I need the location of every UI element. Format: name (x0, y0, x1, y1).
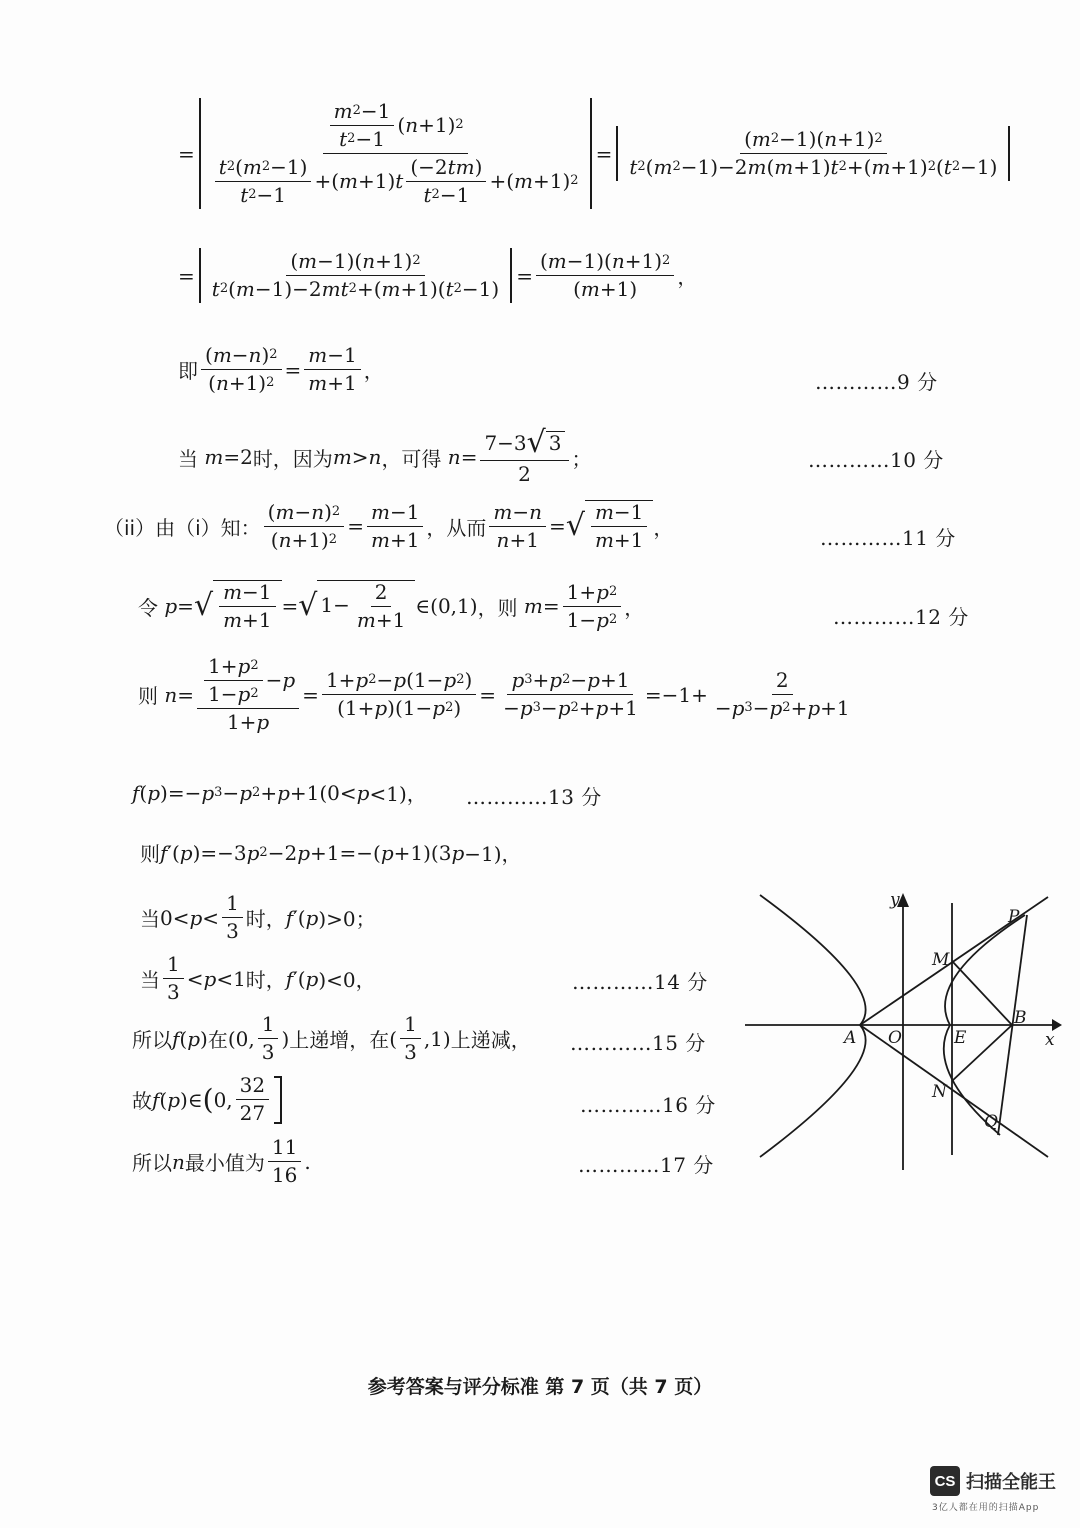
score-10: …………10 分 (808, 448, 944, 472)
line-m-b (952, 961, 1012, 1025)
eq-line-4: 当 m =2 时，因为 m > n ，可得 n = 7−3 √ 3 2 ； (178, 425, 592, 486)
hyperbola-left-branch (760, 895, 866, 1157)
eq-line-13: 故 f ( p )∈ ( 0, $\frac{32}{27}$ (132, 1074, 282, 1125)
label-p: P (1008, 907, 1020, 927)
score-16: …………16 分 (580, 1093, 716, 1117)
eq-line-2: = ( m −1)( n +1) 2 t 2 ( m −1)−2 mt 2 +( m +1)( t 2 −1) = ( m −1)( n +1) 2 ( m +1) ， (178, 249, 698, 301)
score-9: …………9 分 (815, 370, 938, 394)
logo-badge: CS (930, 1466, 960, 1496)
eq-line-3: 即 ( m − n ) 2 ( n +1) 2 = m −1 m +1 ， (178, 343, 384, 395)
eq-line-9: 则 f ′( p )=−3 p 2 −2 p +1=−( p +1)(3 p −1)， (140, 840, 522, 866)
label-m: M (932, 950, 950, 970)
eq-line-8: f ( p )=− p 3 − p 2 + p +1(0< p <1)， (132, 780, 427, 806)
camscanner-logo (930, 1466, 1065, 1516)
score-12: …………12 分 (833, 605, 969, 629)
label-o: O (888, 1028, 902, 1048)
eq-line-5: （ii）由（i）知： ( m − n ) 2 ( n +1) 2 = m −1 m +1 ，从而 m − n n +1 = √ m −1 m +1 ， (104, 499, 674, 552)
logo-name: 扫描全能王 (966, 1472, 1056, 1493)
label-y: y (890, 890, 900, 910)
score-17: …………17 分 (578, 1153, 714, 1177)
eq-line-7: 则 n = 1+ p 2 1− p 2 − p 1+ p = 1+ p 2 − p (1− p 2 ) (1+ p )(1− p 2 ) = p 3 + p 2 − p +1 − p 3 − p 2 + p +1 =−1+ 2 − p 3 − p 2 + p +1 (138, 654, 850, 734)
page-footer: 参考答案与评分标准 第 7 页（共 7 页） (367, 1376, 713, 1398)
line-a-p (860, 897, 1048, 1025)
label-b: B (1014, 1008, 1027, 1028)
eq-line-10: 当 0< p < $\frac{1}{3}$ 时， f ′( p )>0； (140, 891, 376, 943)
label-e: E (954, 1028, 967, 1048)
hyperbola-figure (740, 885, 1065, 1175)
logo-tagline: 3亿人都在用的扫描App (932, 1503, 1040, 1513)
score-11: …………11 分 (820, 526, 956, 550)
score-15: …………15 分 (570, 1031, 706, 1055)
eq-line-1: = m 2 −1 t 2 −1 ( n +1) 2 t 2 ( m 2 −1) t 2 −1 +( m +1) t (−2 tm ) t 2 −1 +( m +1) 2 = ( m 2 −1)( n +1) 2 t 2 ( m 2 −1)−2 m ( m +1) t 2 +( m +1) 2 ( t 2 −1) (178, 98, 1014, 209)
eq-line-11: 当 $\frac{1}{3}$ < p <1 时， f ′( p )<0， (140, 952, 376, 1004)
label-ji: 即 (178, 359, 198, 383)
eq-line-12: 所以 f ( p ) 在 (0, $\frac{1}{3}$ ) 上递增，在 ( $\frac{1}{3}$ ,1) 上递减， (132, 1012, 531, 1064)
label-n: N (932, 1082, 947, 1102)
label-x: x (1045, 1030, 1055, 1050)
eq-line-6: 令 p = √ m −1 m +1 = √ 1− 2 m +1 ∈(0,1) ，则 m = 1+ p 2 1− p 2 ， (138, 579, 645, 632)
label-a: A (844, 1028, 857, 1048)
label-q: Q (984, 1112, 998, 1132)
score-14: …………14 分 (572, 970, 708, 994)
score-13: …………13 分 (466, 785, 602, 809)
eq-line-14: 所以 n 最小值为 $\frac{11}{16}$ . (132, 1135, 311, 1187)
